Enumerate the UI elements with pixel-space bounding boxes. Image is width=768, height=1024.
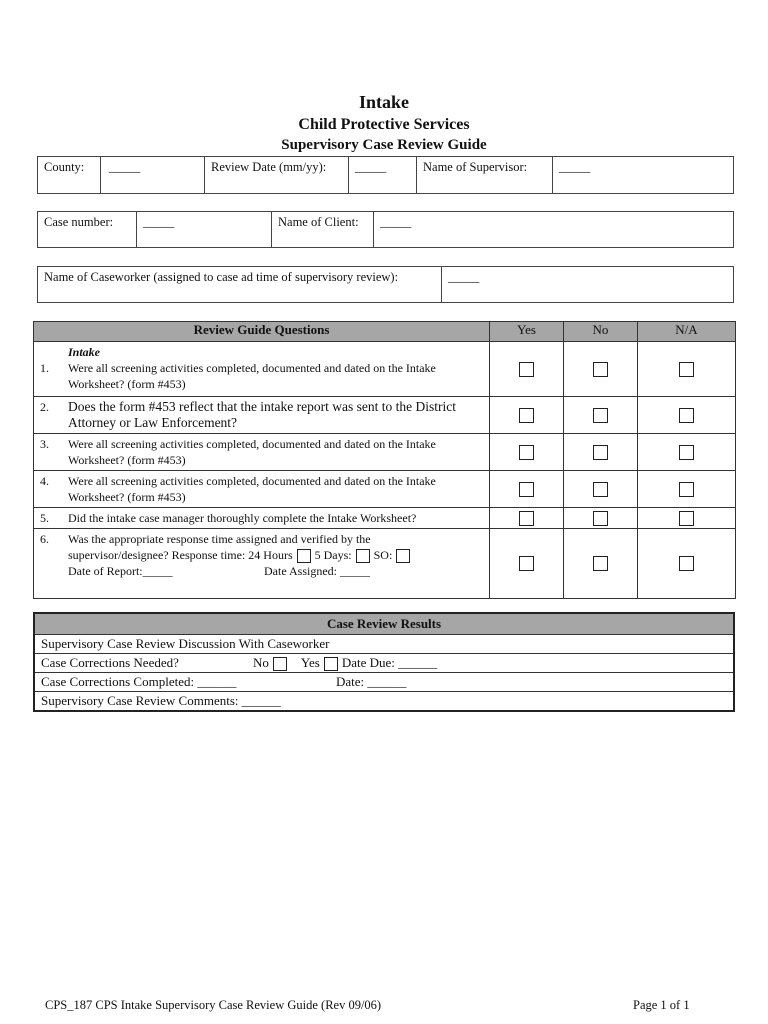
corrections-needed-row — [34, 654, 734, 673]
yes-checkbox[interactable] — [519, 482, 534, 497]
yes-cell — [490, 434, 564, 471]
question-cell — [34, 397, 490, 434]
yes-checkbox[interactable] — [519, 511, 534, 526]
case-number-label: Case number: — [44, 215, 114, 229]
question-number: 5. — [40, 511, 49, 525]
na-column-header: N/A — [638, 322, 736, 342]
no-cell — [564, 471, 638, 508]
no-column-header: No — [564, 322, 638, 342]
yes-cell — [490, 397, 564, 434]
question-number: 1. — [40, 361, 49, 375]
results-header: Case Review Results — [34, 613, 734, 635]
yes-checkbox[interactable] — [519, 445, 534, 460]
no-checkbox[interactable] — [593, 362, 608, 377]
table-row — [34, 529, 736, 599]
questions-header-row — [34, 322, 736, 342]
table-row — [34, 635, 734, 654]
no-checkbox[interactable] — [593, 408, 608, 423]
table-row — [34, 692, 734, 712]
supervisor-label: Name of Supervisor: — [416, 157, 552, 193]
na-checkbox[interactable] — [679, 445, 694, 460]
review-date-field[interactable]: _____ — [348, 157, 416, 193]
yes-checkbox[interactable] — [519, 408, 534, 423]
county-field[interactable]: _____ — [100, 157, 204, 193]
table-row — [34, 342, 736, 397]
no-cell — [564, 508, 638, 529]
no-checkbox[interactable] — [593, 445, 608, 460]
header-fields-row-2 — [37, 211, 734, 248]
yes-cell — [490, 342, 564, 397]
response-time-text: supervisor/designee? Response time: 24 Hours — [68, 548, 293, 562]
na-checkbox[interactable] — [679, 556, 694, 571]
yes-label: Yes — [300, 655, 320, 670]
date-assigned-field[interactable]: Date Assigned: _____ — [264, 564, 370, 579]
so-label: SO: — [373, 548, 393, 562]
results-header-row — [34, 613, 734, 635]
header-fields-row-1 — [37, 156, 734, 194]
agency-subtitle: Child Protective Services — [298, 116, 470, 133]
question-text: Does the form #453 reflect that the intake report was sent to the District Attorney or Law Enforcement? — [68, 399, 457, 430]
question-text: Did the intake case manager thoroughly complete the Intake Worksheet? — [68, 511, 417, 525]
client-label: Name of Client: — [271, 212, 373, 247]
question-cell — [34, 471, 490, 508]
caseworker-field[interactable]: _____ — [441, 267, 733, 302]
county-label: County: — [44, 160, 85, 174]
question-cell — [34, 434, 490, 471]
na-cell — [638, 529, 736, 599]
no-cell — [564, 529, 638, 599]
page-number: Page 1 of 1 — [633, 998, 690, 1012]
no-checkbox[interactable] — [593, 482, 608, 497]
table-row — [34, 508, 736, 529]
section-label: Intake — [68, 345, 101, 359]
date-due-field[interactable]: Date Due: ______ — [341, 655, 438, 670]
question-text: Were all screening activities completed, documented and dated on the Intake Worksheet? (form #453) — [68, 474, 436, 504]
question-text: Were all screening activities completed, documented and dated on the Intake Worksheet? (form #453) — [68, 437, 436, 467]
yes-column-header: Yes — [490, 322, 564, 342]
date-of-report-field[interactable]: Date of Report:_____ — [68, 564, 173, 579]
na-checkbox[interactable] — [679, 408, 694, 423]
yes-cell — [490, 529, 564, 599]
case-review-results-table — [33, 612, 735, 712]
5-days-label: 5 Days: — [314, 548, 352, 562]
question-cell — [34, 342, 490, 397]
date-field[interactable]: Date: ______ — [336, 674, 407, 690]
corrections-needed-label: Case Corrections Needed? — [41, 655, 179, 670]
table-row — [34, 673, 734, 692]
na-cell — [638, 508, 736, 529]
no-cell — [564, 397, 638, 434]
question-number: 4. — [40, 474, 49, 488]
header-fields-row-3 — [37, 266, 734, 303]
client-field[interactable]: _____ — [373, 212, 733, 247]
no-label: No — [253, 655, 269, 670]
no-cell — [564, 434, 638, 471]
question-text: Were all screening activities completed, documented and dated on the Intake Worksheet? (form #453) — [68, 361, 436, 391]
na-cell — [638, 397, 736, 434]
table-row — [34, 397, 736, 434]
table-row — [34, 471, 736, 508]
24-hours-checkbox[interactable] — [297, 549, 311, 563]
na-cell — [638, 434, 736, 471]
questions-column-header: Review Guide Questions — [34, 322, 490, 342]
question-number: 3. — [40, 437, 49, 451]
table-row — [34, 434, 736, 471]
table-row — [34, 654, 734, 673]
review-questions-table — [33, 321, 736, 599]
corrections-completed-field[interactable]: Case Corrections Completed: ______ — [41, 674, 237, 690]
yes-cell — [490, 508, 564, 529]
question-cell — [34, 529, 490, 599]
no-cell — [564, 342, 638, 397]
na-cell — [638, 471, 736, 508]
supervisor-field[interactable]: _____ — [552, 157, 733, 193]
form-title: Supervisory Case Review Guide — [281, 137, 487, 153]
case-number-field[interactable]: _____ — [136, 212, 271, 247]
5-days-checkbox[interactable] — [356, 549, 370, 563]
page-title: Intake — [358, 92, 409, 112]
corrections-completed-row — [34, 673, 734, 692]
question-text: Was the appropriate response time assigned and verified by the — [68, 532, 371, 546]
question-number: 2. — [40, 400, 49, 414]
comments-field[interactable]: Supervisory Case Review Comments: ______ — [34, 692, 734, 712]
na-checkbox[interactable] — [679, 362, 694, 377]
yes-cell — [490, 471, 564, 508]
review-date-label: Review Date (mm/yy): — [204, 157, 348, 193]
yes-checkbox[interactable] — [519, 556, 534, 571]
yes-checkbox[interactable] — [519, 362, 534, 377]
caseworker-label: Name of Caseworker (assigned to case ad time of supervisory review): — [44, 270, 399, 284]
discussion-row: Supervisory Case Review Discussion With Caseworker — [34, 635, 734, 654]
form-id-footer: CPS_187 CPS Intake Supervisory Case Review Guide (Rev 09/06) — [45, 998, 382, 1012]
question-cell — [34, 508, 490, 529]
na-checkbox[interactable] — [679, 482, 694, 497]
no-checkbox[interactable] — [593, 556, 608, 571]
na-checkbox[interactable] — [679, 511, 694, 526]
so-checkbox[interactable] — [396, 549, 410, 563]
yes-checkbox[interactable] — [324, 657, 338, 671]
no-checkbox[interactable] — [593, 511, 608, 526]
na-cell — [638, 342, 736, 397]
question-number: 6. — [40, 532, 49, 546]
no-checkbox[interactable] — [273, 657, 287, 671]
